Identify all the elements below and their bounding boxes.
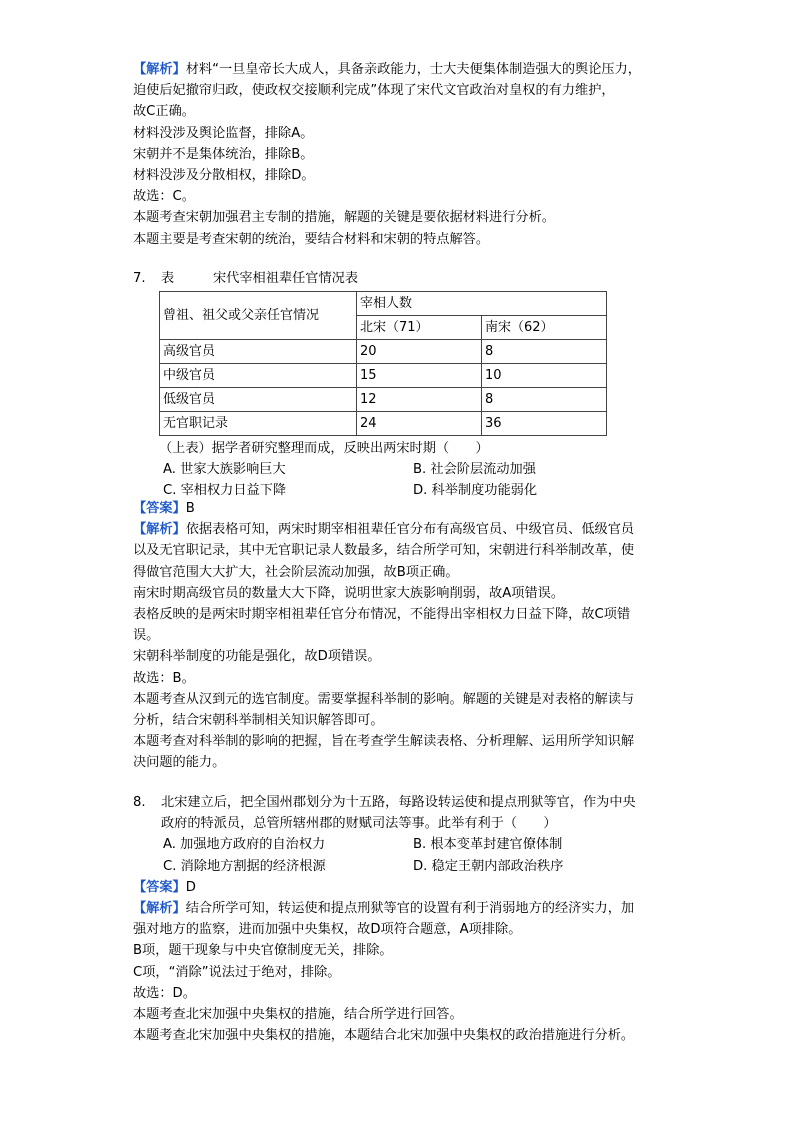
q8-analysis-first [133, 898, 663, 919]
text: 结合所学可知，转运使和提点刑狱等官的设置有利于消弱地方的经济实力，加 [185, 901, 635, 917]
q8-answer [133, 877, 663, 898]
q6-analysis-line-8: 本题主要是考查宋朝的统治，要结合材料和宋朝的特点解答。 [133, 231, 490, 247]
text: 材料“一旦皇帝长大成人，具备亲政能力，士大夫便集体制造强大的舆论压力， [185, 62, 641, 77]
analysis-tag: 【解析】 [133, 62, 186, 77]
q8-number: 8. [133, 795, 146, 810]
q7-analysis-line-7: 本题考查从汉到元的选官制度。需要掌握科举制的影响。解题的关键是对表格的解读与 [133, 691, 635, 707]
option-b[interactable]: B. 根本变革封建官僚体制 [413, 837, 563, 853]
table-cell: 中级官员 [160, 364, 357, 388]
q6-analysis-line-1: 迫使后妃撤帘归政，使政权交接顺利完成”体现了宋代文官政治对皇权的有力维护， [133, 83, 615, 99]
option-d[interactable]: D. 稳定王朝内部政治秩序 [413, 858, 564, 874]
q7-answer-block [133, 498, 663, 774]
table-cell: 10 [482, 364, 607, 388]
q7-analysis-line-6: 故选：B。 [133, 670, 195, 686]
q6-analysis-line-0 [133, 59, 663, 80]
table-cell: 24 [357, 412, 482, 436]
q7-analysis-line-9: 本题考查对科举制的影响的把握，旨在考查学生解读表格、分析理解、运用所学知识解 [133, 734, 635, 750]
q6-analysis-line-5: 材料没涉及分散相权，排除D。 [133, 168, 315, 184]
table-cell: 8 [482, 340, 607, 364]
q8-analysis-line-3: 故选：D。 [133, 985, 196, 1001]
q7-caption-title: 宋代宰相祖辈任官情况表 [213, 271, 359, 286]
question-7 [133, 268, 663, 501]
q6-analysis-line-6: 故选：C。 [133, 189, 195, 205]
table-row [160, 388, 607, 412]
q6-analysis-block [133, 59, 663, 250]
text: 依据表格可知，两宋时期宰相祖辈任官分布有高级官员、中级官员、低级官员 [185, 522, 635, 538]
table-col-north: 北宋（71） [357, 316, 482, 340]
table-header-left: 曾祖、祖父或父亲任官情况 [160, 292, 357, 340]
q8-stem-line-0 [133, 792, 663, 813]
table-cell: 高级官员 [160, 340, 357, 364]
q6-analysis-line-2: 故C正确。 [133, 104, 195, 120]
question-8 [133, 792, 663, 1046]
table-cell: 低级官员 [160, 388, 357, 412]
option-d[interactable]: D. 科举制度功能弱化 [413, 483, 538, 498]
q7-caption-prefix: 表 [161, 271, 175, 286]
q8-analysis-line-0: 强对地方的监察，进而加强中央集权，故D项符合题意，A项排除。 [133, 922, 522, 938]
table-row [160, 340, 607, 364]
table-cell: 15 [357, 364, 482, 388]
option-c[interactable]: C. 宰相权力日益下降 [163, 483, 287, 498]
q7-analysis-line-3: 表格反映的是两宋时期宰相祖辈任官分布情况，不能得出宰相权力日益下降，故C项错 [133, 607, 631, 623]
table-header-group: 宰相人数 [357, 292, 607, 316]
analysis-tag: 【解析】 [133, 522, 186, 538]
q8-analysis-line-2: C项，“消除”说法过于绝对，排除。 [133, 964, 341, 980]
table-cell: 36 [482, 412, 607, 436]
text: 北宋建立后，把全国州郡划分为十五路，每路设转运使和提点刑狱等官，作为中央 [161, 795, 636, 810]
q6-analysis-line-3: 材料没涉及舆论监督，排除A。 [133, 125, 314, 141]
analysis-tag: 【解析】 [133, 901, 186, 917]
q7-analysis-line-8: 分析，结合宋朝科举制相关知识解答即可。 [133, 713, 384, 729]
q7-analysis-line-2: 南宋时期高级官员的数量大大下降，说明世家大族影响削弱，故A项错误。 [133, 585, 565, 601]
q7-answer [133, 498, 663, 519]
q7-analysis-line-10: 决问题的能力。 [133, 755, 226, 771]
option-b[interactable]: B. 社会阶层流动加强 [413, 462, 536, 477]
answer-tag: 【答案】 [133, 501, 186, 516]
option-a[interactable]: A. 世家大族影响巨大 [163, 462, 286, 477]
answer-tag: 【答案】 [133, 879, 186, 895]
q7-table [159, 291, 607, 436]
q7-analysis-line-0: 以及无官职记录，其中无官职记录人数最多，结合所学可知，宋朝进行科举制改革，使 [133, 543, 635, 559]
q7-options-row-1 [163, 459, 663, 480]
q7-analysis-first [133, 519, 663, 540]
table-cell: 20 [357, 340, 482, 364]
q7-number: 7. [133, 271, 146, 286]
table-cell: 12 [357, 388, 482, 412]
table-row [160, 412, 607, 436]
q6-analysis-line-7: 本题考查宋朝加强君主专制的措施，解题的关键是要依据材料进行分析。 [133, 210, 555, 226]
q8-options-row-2 [163, 856, 663, 877]
q8-stem-line-1: 政府的特派员，总管所辖州郡的财赋司法等事。此举有利于（ ） [161, 816, 557, 832]
q6-analysis-line-4: 宋朝并不是集体统治，排除B。 [133, 146, 314, 162]
q8-analysis-line-1: B项，题干现象与中央官僚制度无关，排除。 [133, 943, 393, 959]
option-c[interactable]: C. 消除地方割据的经济根源 [163, 858, 326, 874]
q8-analysis-line-5: 本题考查北宋加强中央集权的措施，本题结合北宋加强中央集权的政治措施进行分析。 [133, 1028, 635, 1044]
q8-options-row-1 [163, 834, 663, 855]
table-cell: 无官职记录 [160, 412, 357, 436]
q8-analysis-line-4: 本题考查北宋加强中央集权的措施，结合所学进行回答。 [133, 1007, 463, 1023]
q7-analysis-line-5: 宋朝科举制度的功能是强化，故D项错误。 [133, 649, 381, 665]
q7-analysis-line-4: 误。 [133, 628, 160, 644]
table-cell: 8 [482, 388, 607, 412]
answer-value: D [185, 879, 196, 895]
option-a[interactable]: A. 加强地方政府的自治权力 [163, 837, 326, 853]
answer-value: B [185, 501, 195, 516]
table-row [160, 364, 607, 388]
q7-caption [133, 268, 663, 289]
q7-stem: （上表）据学者研究整理而成，反映出两宋时期（ ） [159, 441, 489, 456]
q7-analysis-line-1: 得做官范围大大扩大，社会阶层流动加强，故B项正确。 [133, 564, 459, 580]
table-col-south: 南宋（62） [482, 316, 607, 340]
